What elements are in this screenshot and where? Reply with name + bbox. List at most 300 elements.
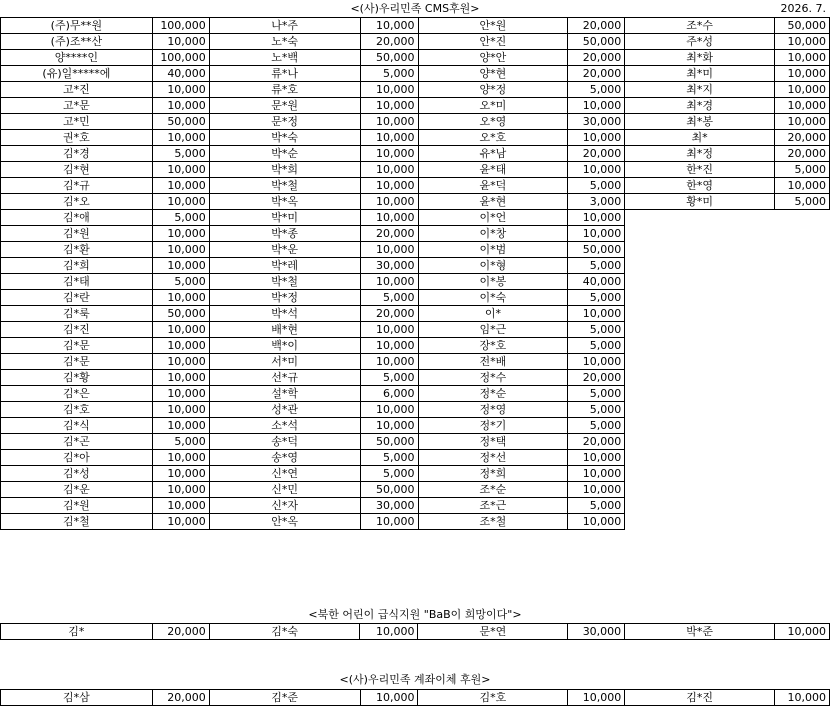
donation-amount: 20,000: [568, 370, 625, 386]
cms-title: <(사)우리민족 CMS후원>: [350, 2, 480, 15]
table-row: [1, 66, 830, 82]
donor-name: 정*수: [418, 370, 568, 386]
donation-amount: 10,000: [360, 194, 418, 210]
donation-amount: 10,000: [152, 194, 209, 210]
donor-name: 오*호: [418, 130, 568, 146]
donor-name: 김*오: [1, 194, 153, 210]
table-row: [1, 338, 830, 354]
table-row: [1, 322, 830, 338]
donor-name: 김*식: [1, 418, 153, 434]
donation-amount: 50,000: [568, 34, 625, 50]
table-row: [1, 370, 830, 386]
donation-amount: 10,000: [360, 418, 418, 434]
empty-cell: [774, 274, 829, 290]
donor-name: 김*운: [1, 482, 153, 498]
donor-name: 고*진: [1, 82, 153, 98]
donor-name: 성*관: [209, 402, 360, 418]
donation-amount: 10,000: [774, 690, 829, 706]
donation-amount: 10,000: [152, 242, 209, 258]
empty-cell: [625, 434, 775, 450]
donation-amount: 10,000: [774, 50, 829, 66]
donor-name: 김*원: [1, 226, 153, 242]
donation-amount: 10,000: [152, 98, 209, 114]
donor-name: 문*정: [209, 114, 360, 130]
donation-amount: 50,000: [360, 482, 418, 498]
donor-name: 박*철: [209, 178, 360, 194]
donation-amount: 6,000: [360, 386, 418, 402]
table-row: [1, 162, 830, 178]
donor-name: 김*은: [1, 386, 153, 402]
donor-name: 정*희: [418, 466, 568, 482]
donor-name: 노*백: [209, 50, 360, 66]
donor-name: 김*현: [1, 162, 153, 178]
donation-amount: 10,000: [152, 162, 209, 178]
donation-amount: 10,000: [360, 354, 418, 370]
donation-amount: 10,000: [152, 290, 209, 306]
donor-name: 김*성: [1, 466, 153, 482]
donation-amount: 5,000: [360, 370, 418, 386]
empty-cell: [774, 514, 829, 530]
donor-name: 김*진: [1, 322, 153, 338]
donor-name: 정*기: [418, 418, 568, 434]
table-row: [1, 498, 830, 514]
donor-name: 박*정: [209, 290, 360, 306]
donor-name: 장*호: [418, 338, 568, 354]
donor-name: 송*덕: [209, 434, 360, 450]
donation-amount: 10,000: [568, 450, 625, 466]
donation-amount: 30,000: [360, 258, 418, 274]
donor-name: 임*근: [418, 322, 568, 338]
cms-donor-table: [0, 17, 830, 530]
donor-name: 신*자: [209, 498, 360, 514]
donor-name: 이*언: [418, 210, 568, 226]
table-row: [1, 146, 830, 162]
empty-cell: [774, 434, 829, 450]
empty-cell: [774, 482, 829, 498]
donation-amount: 30,000: [568, 114, 625, 130]
donor-name: 최*미: [625, 66, 775, 82]
donation-amount: 5,000: [568, 338, 625, 354]
donation-amount: 10,000: [568, 306, 625, 322]
donor-name: 문*원: [209, 98, 360, 114]
donor-name: 윤*덕: [418, 178, 568, 194]
donor-name: (유)일*****에: [1, 66, 153, 82]
donor-name: 김*: [1, 624, 153, 640]
donation-amount: 10,000: [152, 514, 209, 530]
table-row: [1, 466, 830, 482]
empty-cell: [625, 386, 775, 402]
donor-name: 이*봉: [418, 274, 568, 290]
donor-name: 송*영: [209, 450, 360, 466]
donation-amount: 5,000: [152, 434, 209, 450]
donor-name: 신*민: [209, 482, 360, 498]
donation-amount: 10,000: [774, 82, 829, 98]
donation-amount: 10,000: [152, 130, 209, 146]
donor-name: 김*문: [1, 354, 153, 370]
donation-amount: 10,000: [152, 82, 209, 98]
table-row: [1, 258, 830, 274]
donor-name: (주)무**원: [1, 18, 153, 34]
donor-name: 김*아: [1, 450, 153, 466]
table-row: [1, 354, 830, 370]
table-row: [1, 130, 830, 146]
donation-amount: 30,000: [568, 624, 625, 640]
bab-donor-table: [0, 623, 830, 640]
donation-amount: 10,000: [152, 482, 209, 498]
empty-cell: [774, 418, 829, 434]
table-row: [1, 624, 830, 640]
donation-amount: 10,000: [360, 98, 418, 114]
donation-amount: 10,000: [360, 162, 418, 178]
table-row: [1, 18, 830, 34]
table-row: [1, 402, 830, 418]
donor-name: 이*: [418, 306, 568, 322]
donor-name: 주*성: [625, 34, 775, 50]
donor-name: 조*수: [625, 18, 775, 34]
donation-amount: 5,000: [568, 386, 625, 402]
donor-name: 박*준: [625, 624, 775, 640]
donor-name: 박*레: [209, 258, 360, 274]
donor-name: 박*철: [209, 274, 360, 290]
table-row: [1, 290, 830, 306]
donor-name: 정*순: [418, 386, 568, 402]
donor-name: 안*원: [418, 18, 568, 34]
donor-name: 조*근: [418, 498, 568, 514]
donation-amount: 5,000: [360, 290, 418, 306]
donation-amount: 10,000: [360, 402, 418, 418]
donor-name: 김*태: [1, 274, 153, 290]
donor-name: 김*호: [418, 690, 568, 706]
empty-cell: [774, 386, 829, 402]
donation-amount: 50,000: [360, 50, 418, 66]
donation-amount: 10,000: [568, 482, 625, 498]
empty-cell: [774, 466, 829, 482]
donation-amount: 30,000: [360, 498, 418, 514]
donation-amount: 50,000: [152, 114, 209, 130]
donor-name: 이*범: [418, 242, 568, 258]
donor-name: 양*정: [418, 82, 568, 98]
donation-amount: 10,000: [152, 402, 209, 418]
empty-cell: [625, 274, 775, 290]
donor-name: 김*황: [1, 370, 153, 386]
donation-amount: 10,000: [774, 66, 829, 82]
donor-name: 이*숙: [418, 290, 568, 306]
donor-name: 서*미: [209, 354, 360, 370]
donation-amount: 10,000: [360, 178, 418, 194]
donation-amount: 10,000: [774, 624, 829, 640]
empty-cell: [625, 370, 775, 386]
donor-name: 안*옥: [209, 514, 360, 530]
donation-amount: 10,000: [360, 624, 418, 640]
transfer-donor-table: [0, 689, 830, 706]
donor-name: 최*정: [625, 146, 775, 162]
donor-name: 오*미: [418, 98, 568, 114]
donation-amount: 10,000: [360, 130, 418, 146]
empty-cell: [625, 290, 775, 306]
donor-name: 최*지: [625, 82, 775, 98]
donation-amount: 20,000: [568, 66, 625, 82]
donation-amount: 10,000: [152, 498, 209, 514]
donor-name: 류*호: [209, 82, 360, 98]
empty-cell: [774, 242, 829, 258]
donation-amount: 10,000: [360, 274, 418, 290]
donor-name: 이*창: [418, 226, 568, 242]
empty-cell: [774, 450, 829, 466]
bab-title: <북한 어린이 급식지원 "BaB이 희망이다">: [308, 608, 522, 621]
donor-name: 정*택: [418, 434, 568, 450]
donation-amount: 10,000: [152, 178, 209, 194]
donor-name: 유*남: [418, 146, 568, 162]
donation-amount: 20,000: [774, 130, 829, 146]
empty-cell: [625, 226, 775, 242]
donation-amount: 5,000: [774, 194, 829, 210]
table-row: [1, 50, 830, 66]
donor-name: 박*종: [209, 226, 360, 242]
table-row: [1, 418, 830, 434]
donation-amount: 10,000: [568, 466, 625, 482]
empty-cell: [774, 338, 829, 354]
empty-cell: [625, 354, 775, 370]
donation-amount: 10,000: [152, 34, 209, 50]
donor-name: 전*배: [418, 354, 568, 370]
donor-name: 조*순: [418, 482, 568, 498]
donation-amount: 5,000: [568, 178, 625, 194]
donation-amount: 10,000: [774, 98, 829, 114]
table-row: [1, 178, 830, 194]
table-row: [1, 386, 830, 402]
empty-cell: [625, 418, 775, 434]
donor-name: 한*영: [625, 178, 775, 194]
donation-amount: 10,000: [152, 226, 209, 242]
donation-amount: 10,000: [568, 226, 625, 242]
donor-name: 김*삼: [1, 690, 153, 706]
donor-name: 신*연: [209, 466, 360, 482]
donation-amount: 20,000: [568, 434, 625, 450]
donation-amount: 5,000: [152, 210, 209, 226]
donor-name: 조*철: [418, 514, 568, 530]
donor-name: 김*준: [209, 690, 360, 706]
empty-cell: [625, 498, 775, 514]
donor-name: 김*곤: [1, 434, 153, 450]
empty-cell: [774, 370, 829, 386]
table-row: [1, 450, 830, 466]
empty-cell: [774, 306, 829, 322]
donation-amount: 50,000: [152, 306, 209, 322]
donation-amount: 10,000: [360, 338, 418, 354]
donation-amount: 10,000: [152, 258, 209, 274]
donor-name: 양****인: [1, 50, 153, 66]
donor-name: 양*현: [418, 66, 568, 82]
transfer-title: <(사)우리민족 계좌이체 후원>: [339, 673, 491, 686]
empty-cell: [774, 402, 829, 418]
donor-name: 오*영: [418, 114, 568, 130]
donor-name: (주)조**산: [1, 34, 153, 50]
table-row: [1, 274, 830, 290]
donation-amount: 40,000: [152, 66, 209, 82]
table-row: [1, 690, 830, 706]
donor-name: 선*규: [209, 370, 360, 386]
donor-name: 최*경: [625, 98, 775, 114]
table-row: [1, 226, 830, 242]
donor-name: 소*석: [209, 418, 360, 434]
donation-amount: 10,000: [152, 386, 209, 402]
donation-amount: 20,000: [152, 624, 209, 640]
donor-name: 나*주: [209, 18, 360, 34]
donor-name: 박*순: [209, 146, 360, 162]
donor-name: 최*봉: [625, 114, 775, 130]
donation-amount: 5,000: [568, 322, 625, 338]
table-row: [1, 34, 830, 50]
donor-name: 배*현: [209, 322, 360, 338]
donation-amount: 5,000: [568, 82, 625, 98]
empty-cell: [774, 226, 829, 242]
donation-amount: 50,000: [774, 18, 829, 34]
donor-name: 김*숙: [209, 624, 360, 640]
table-row: [1, 98, 830, 114]
donor-name: 최*: [625, 130, 775, 146]
donation-amount: 100,000: [152, 18, 209, 34]
donation-amount: 5,000: [152, 274, 209, 290]
report-date: 2026. 7.: [780, 2, 826, 15]
donation-amount: 5,000: [360, 450, 418, 466]
table-row: [1, 194, 830, 210]
empty-cell: [625, 306, 775, 322]
donation-amount: 20,000: [568, 50, 625, 66]
donor-name: 안*진: [418, 34, 568, 50]
donor-name: 양*안: [418, 50, 568, 66]
empty-cell: [774, 354, 829, 370]
donation-amount: 10,000: [152, 338, 209, 354]
donation-amount: 5,000: [568, 258, 625, 274]
donation-amount: 10,000: [360, 690, 418, 706]
donation-amount: 5,000: [568, 402, 625, 418]
donation-amount: 20,000: [360, 34, 418, 50]
donor-name: 박*희: [209, 162, 360, 178]
donor-name: 최*화: [625, 50, 775, 66]
empty-cell: [625, 242, 775, 258]
donation-amount: 20,000: [774, 146, 829, 162]
donor-name: 설*학: [209, 386, 360, 402]
donor-name: 박*석: [209, 306, 360, 322]
donation-amount: 10,000: [152, 450, 209, 466]
donor-name: 김*환: [1, 242, 153, 258]
donation-amount: 10,000: [774, 178, 829, 194]
donor-name: 김*희: [1, 258, 153, 274]
empty-cell: [774, 210, 829, 226]
donation-amount: 5,000: [568, 290, 625, 306]
donor-name: 김*경: [1, 146, 153, 162]
donor-name: 김*문: [1, 338, 153, 354]
donation-amount: 5,000: [568, 498, 625, 514]
donation-amount: 20,000: [568, 18, 625, 34]
donor-name: 이*형: [418, 258, 568, 274]
table-row: [1, 306, 830, 322]
donation-amount: 10,000: [568, 130, 625, 146]
donor-name: 김*애: [1, 210, 153, 226]
donation-amount: 10,000: [152, 466, 209, 482]
donation-amount: 10,000: [152, 322, 209, 338]
donor-name: 한*진: [625, 162, 775, 178]
donor-name: 김*호: [1, 402, 153, 418]
donor-name: 김*란: [1, 290, 153, 306]
donation-amount: 10,000: [360, 322, 418, 338]
donation-amount: 5,000: [568, 418, 625, 434]
donation-amount: 10,000: [360, 82, 418, 98]
donation-amount: 10,000: [152, 354, 209, 370]
donor-name: 김*규: [1, 178, 153, 194]
table-row: [1, 114, 830, 130]
donation-amount: 20,000: [568, 146, 625, 162]
donor-name: 황*미: [625, 194, 775, 210]
empty-cell: [774, 290, 829, 306]
donation-amount: 20,000: [360, 306, 418, 322]
donation-amount: 10,000: [568, 354, 625, 370]
empty-cell: [774, 498, 829, 514]
table-row: [1, 482, 830, 498]
empty-cell: [625, 450, 775, 466]
empty-cell: [625, 322, 775, 338]
donation-amount: 10,000: [360, 242, 418, 258]
donor-name: 윤*현: [418, 194, 568, 210]
donor-name: 백*이: [209, 338, 360, 354]
donation-amount: 10,000: [360, 114, 418, 130]
empty-cell: [625, 338, 775, 354]
empty-cell: [625, 402, 775, 418]
donation-amount: 3,000: [568, 194, 625, 210]
donor-name: 고*문: [1, 98, 153, 114]
empty-cell: [625, 466, 775, 482]
donation-amount: 10,000: [568, 690, 625, 706]
donor-name: 김*진: [625, 690, 775, 706]
donation-amount: 40,000: [568, 274, 625, 290]
donation-amount: 10,000: [360, 146, 418, 162]
donor-name: 김*철: [1, 514, 153, 530]
donor-name: 고*민: [1, 114, 153, 130]
donor-name: 류*나: [209, 66, 360, 82]
donation-amount: 5,000: [360, 66, 418, 82]
donation-amount: 10,000: [568, 98, 625, 114]
donor-name: 김*원: [1, 498, 153, 514]
donation-amount: 10,000: [152, 370, 209, 386]
donation-amount: 10,000: [774, 34, 829, 50]
empty-cell: [625, 258, 775, 274]
donation-amount: 10,000: [360, 18, 418, 34]
empty-cell: [774, 322, 829, 338]
donation-amount: 100,000: [152, 50, 209, 66]
donation-amount: 10,000: [152, 418, 209, 434]
table-row: [1, 210, 830, 226]
empty-cell: [625, 514, 775, 530]
donation-amount: 20,000: [152, 690, 209, 706]
donor-name: 박*운: [209, 242, 360, 258]
donation-amount: 50,000: [568, 242, 625, 258]
donation-amount: 10,000: [774, 114, 829, 130]
table-row: [1, 242, 830, 258]
donor-name: 정*영: [418, 402, 568, 418]
donor-name: 김*룩: [1, 306, 153, 322]
empty-cell: [625, 482, 775, 498]
donation-amount: 10,000: [568, 514, 625, 530]
donor-name: 박*옥: [209, 194, 360, 210]
donor-name: 문*연: [418, 624, 568, 640]
donation-amount: 50,000: [360, 434, 418, 450]
table-row: [1, 514, 830, 530]
donation-amount: 10,000: [568, 162, 625, 178]
donation-amount: 5,000: [774, 162, 829, 178]
donation-amount: 20,000: [360, 226, 418, 242]
donor-name: 노*숙: [209, 34, 360, 50]
donor-name: 정*선: [418, 450, 568, 466]
